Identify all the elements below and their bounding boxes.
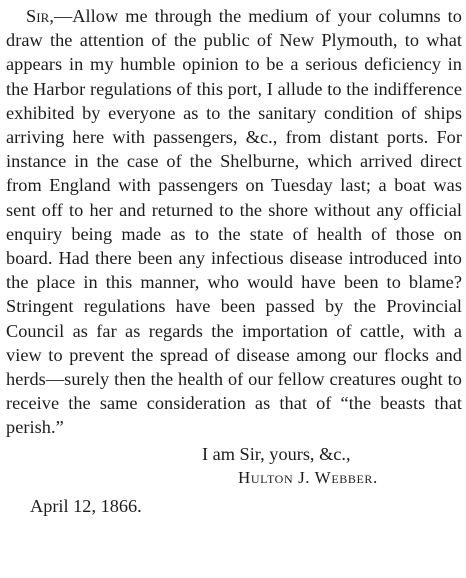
letter-to-editor — [6, 4, 462, 518]
salutation: Sir, — [26, 6, 54, 26]
date-line: April 12, 1866. — [30, 495, 142, 516]
letter-body-text: —Allow me through the medium of your columns to draw the attention of the public of New Plymouth, to what appears in my humble opinion to be a serious deficiency in the Harbor regulations of this port, I allude to the indifference exhibited by everyone as to the sanitary condition of ships arriving here with passengers, &c., from distant ports. For instance in the case of the Shelburne, which arrived direct from England with passengers on Tuesday last; a boat was sent off to her and returned to the shore without any official enquiry being made as to the state of health of those on board. Had there been any infectious disease introduced into the place in this manner, who would have been to blame? Stringent regulations have been passed by the Provincial Council as far as regards the importation of cattle, with a view to prevent the spread of disease among our flocks and herds—surely then the health of our fellow creatures ought to receive the same consideration as that of “the beasts that perish.” — [6, 6, 462, 438]
closing-line: I am Sir, yours, &c., — [202, 443, 351, 464]
letter-body-paragraph — [6, 4, 462, 440]
signature: Hulton J. Webber. — [238, 467, 378, 487]
